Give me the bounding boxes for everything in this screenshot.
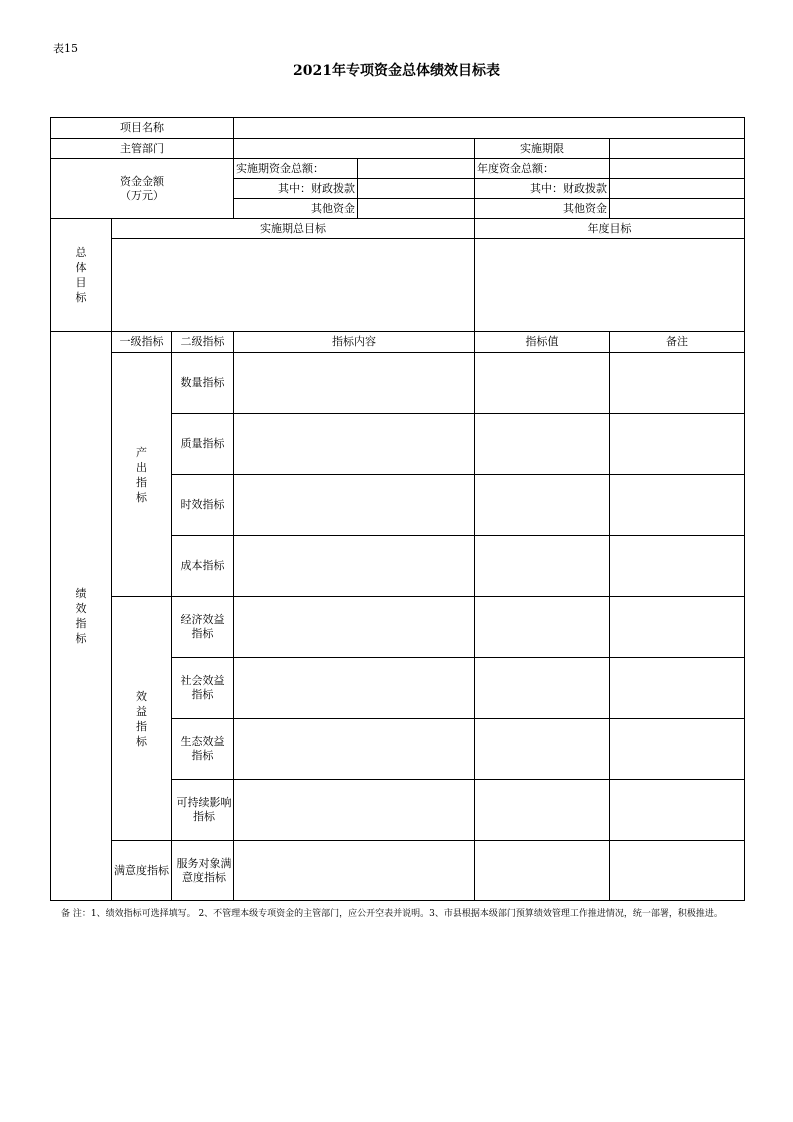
overall-goal-label: 总体目标 (51, 219, 112, 332)
indicator-remark-field[interactable] (610, 597, 745, 658)
period-goal-field[interactable] (112, 239, 475, 332)
other-label-period: 其他资金 (234, 199, 358, 219)
indicator-value-field[interactable] (475, 658, 610, 719)
period-goal-header: 实施期总目标 (112, 219, 475, 239)
other-annual-field[interactable] (610, 199, 745, 219)
period-field[interactable] (610, 139, 745, 159)
satisfaction-indicator-label: 满意度指标 (112, 841, 172, 901)
indicator-name: 社会效益指标 (172, 658, 234, 719)
annual-goal-field[interactable] (475, 239, 745, 332)
indicator-value-field[interactable] (475, 780, 610, 841)
other-period-field[interactable] (358, 199, 475, 219)
indicator-value-field[interactable] (475, 597, 610, 658)
indicator-value-field[interactable] (475, 414, 610, 475)
project-name-label: 项目名称 (51, 118, 234, 139)
level2-header: 二级指标 (172, 332, 234, 353)
remark-header: 备注 (610, 332, 745, 353)
period-total-label: 实施期资金总额： (234, 159, 358, 179)
indicator-name: 可持续影响指标 (172, 780, 234, 841)
indicator-name: 时效指标 (172, 475, 234, 536)
indicator-name: 成本指标 (172, 536, 234, 597)
indicator-remark-field[interactable] (610, 841, 745, 901)
footnote: 备 注：1、绩效指标可选择填写。 2、不管理本级专项资金的主管部门，应公开空表并说明。3、市县根据本级部门预算绩效管理工作推进情况，统一部署，积极推进。 (61, 909, 723, 919)
dept-label: 主管部门 (51, 139, 234, 159)
indicator-value-field[interactable] (475, 719, 610, 780)
indicator-name: 质量指标 (172, 414, 234, 475)
indicator-remark-field[interactable] (610, 414, 745, 475)
fiscal-annual-field[interactable] (610, 179, 745, 199)
indicator-remark-field[interactable] (610, 658, 745, 719)
funds-label (51, 159, 234, 219)
indicator-content-field[interactable] (234, 719, 475, 780)
annual-total-field[interactable] (610, 159, 745, 179)
dept-field[interactable] (234, 139, 475, 159)
indicator-content-field[interactable] (234, 536, 475, 597)
indicator-name: 经济效益指标 (172, 597, 234, 658)
indicator-content-field[interactable] (234, 414, 475, 475)
table-number-label: 表15 (53, 42, 78, 55)
page-title: 2021年专项资金总体绩效目标表 (293, 63, 500, 79)
project-name-field[interactable] (234, 118, 745, 139)
indicator-remark-field[interactable] (610, 353, 745, 414)
benefit-indicator-label: 效益指标 (112, 597, 172, 841)
level1-header: 一级指标 (112, 332, 172, 353)
fiscal-label-period: 其中：财政拨款 (234, 179, 358, 199)
indicator-remark-field[interactable] (610, 536, 745, 597)
value-header: 指标值 (475, 332, 610, 353)
indicator-content-field[interactable] (234, 841, 475, 901)
indicator-remark-field[interactable] (610, 780, 745, 841)
funds-label-line2: （万元） (120, 188, 164, 202)
indicator-value-field[interactable] (475, 475, 610, 536)
indicator-content-field[interactable] (234, 353, 475, 414)
indicator-value-field[interactable] (475, 841, 610, 901)
performance-goal-form (50, 117, 745, 901)
indicator-value-field[interactable] (475, 353, 610, 414)
content-header: 指标内容 (234, 332, 475, 353)
fiscal-label-annual: 其中：财政拨款 (475, 179, 610, 199)
indicator-name: 服务对象满意度指标 (172, 841, 234, 901)
annual-goal-header: 年度目标 (475, 219, 745, 239)
output-indicator-label: 产出指标 (112, 353, 172, 597)
indicator-content-field[interactable] (234, 597, 475, 658)
perf-indicator-label: 绩效指标 (51, 332, 112, 901)
period-total-field[interactable] (358, 159, 475, 179)
indicator-name: 数量指标 (172, 353, 234, 414)
other-label-annual: 其他资金 (475, 199, 610, 219)
annual-total-label: 年度资金总额： (475, 159, 610, 179)
indicator-value-field[interactable] (475, 536, 610, 597)
funds-label-line1: 资金金额 (120, 174, 164, 188)
indicator-content-field[interactable] (234, 475, 475, 536)
fiscal-period-field[interactable] (358, 179, 475, 199)
indicator-content-field[interactable] (234, 658, 475, 719)
period-label: 实施期限 (475, 139, 610, 159)
indicator-name: 生态效益指标 (172, 719, 234, 780)
indicator-remark-field[interactable] (610, 719, 745, 780)
indicator-remark-field[interactable] (610, 475, 745, 536)
indicator-content-field[interactable] (234, 780, 475, 841)
